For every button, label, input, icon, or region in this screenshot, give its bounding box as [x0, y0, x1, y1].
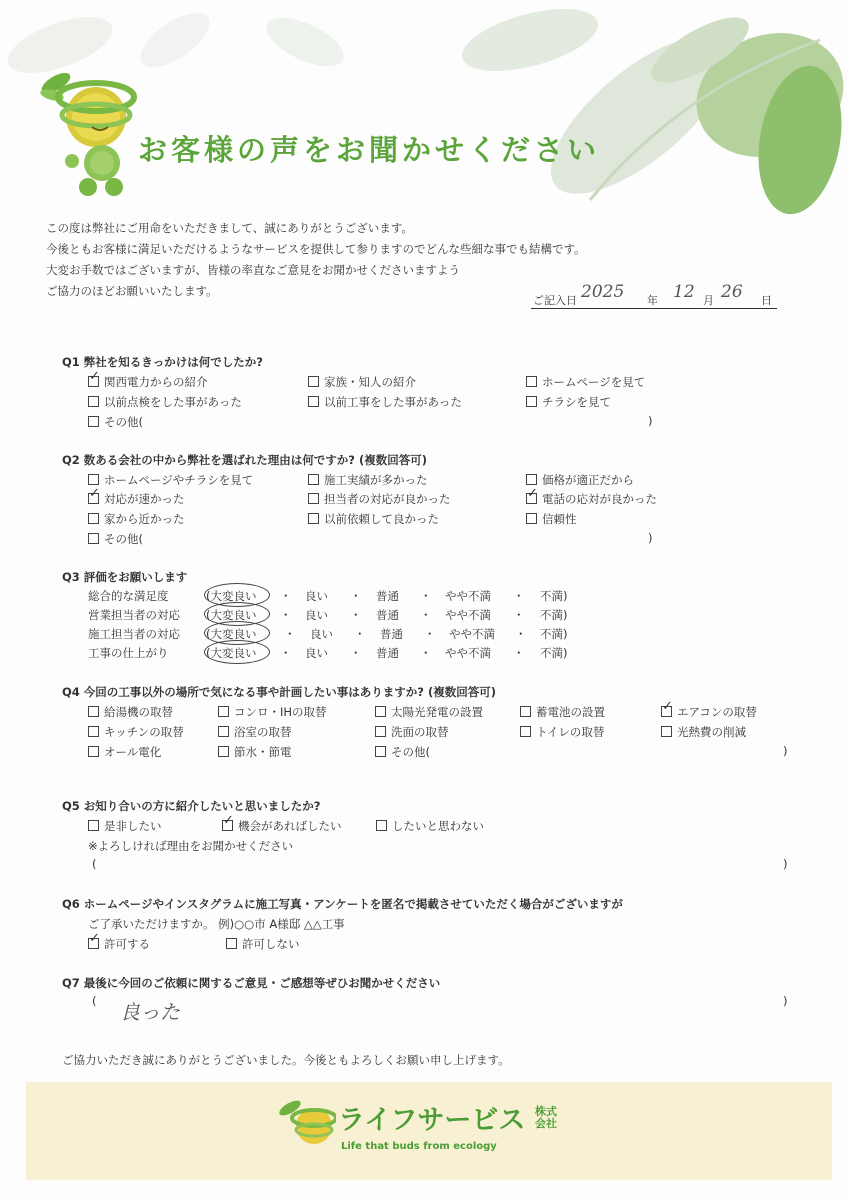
q2-option-label: 担当者の対応が良かった: [324, 492, 451, 506]
q6-option[interactable]: [88, 936, 150, 952]
q1-option-label: 家族・知人の紹介: [324, 375, 416, 389]
q7-title: Q7 最後に今回のご依頼に関するご意見・ご感想等ぜひお聞かせください: [62, 976, 441, 990]
q6-subtitle: ご了承いただけますか。 例)○○市 A様邸 △△工事: [88, 917, 345, 931]
q3-rating-option[interactable]: 普通: [376, 646, 399, 660]
checkbox[interactable]: [526, 396, 537, 407]
q2-close-paren: ): [648, 531, 653, 545]
q5-note: ※よろしければ理由をお聞かせください: [88, 839, 294, 853]
date-month-unit: 月: [703, 294, 714, 307]
checkbox[interactable]: [88, 396, 99, 407]
date-field[interactable]: [531, 282, 777, 309]
checkbox[interactable]: [218, 726, 229, 737]
checkbox[interactable]: [218, 746, 229, 757]
q6-option[interactable]: [226, 936, 300, 952]
date-day-unit: 日: [761, 294, 772, 307]
q4-option[interactable]: [375, 724, 449, 740]
checkbox[interactable]: [308, 513, 319, 524]
q3-row-label: 営業担当者の対応: [88, 608, 180, 622]
q3-separator: ・: [350, 589, 362, 603]
q1-close-paren: ): [648, 414, 653, 428]
q4-option[interactable]: [218, 704, 327, 720]
q5-title: Q5 お知り合いの方に紹介したいと思いましたか?: [62, 799, 321, 813]
date-day-value: 26: [721, 282, 743, 302]
q5-option-label: 是非したい: [104, 819, 162, 833]
q4-option-label: コンロ・IHの取替: [234, 705, 327, 719]
q2-option-label: 対応が速かった: [104, 492, 185, 506]
checkbox[interactable]: [520, 706, 531, 717]
q3-separator: ・: [513, 608, 525, 622]
q2-title: Q2 数ある会社の中から弊社を選ばれた理由は何ですか? (複数回答可): [62, 453, 427, 467]
q3-separator: ・: [515, 627, 527, 641]
q3-rating-option[interactable]: やや不満: [445, 646, 491, 660]
q5-option[interactable]: [88, 818, 162, 834]
company-logo-text: ライフサービス: [338, 1105, 526, 1136]
q3-rating-option[interactable]: 良い: [305, 608, 328, 622]
checkbox[interactable]: [218, 706, 229, 717]
checkbox[interactable]: [308, 474, 319, 485]
q3-rating-option[interactable]: 良い: [305, 589, 328, 603]
q2-option-label: 信頼性: [542, 512, 577, 526]
q1-option[interactable]: [526, 374, 645, 390]
q3-separator: ・: [284, 627, 296, 641]
q3-rating-option[interactable]: 普通: [376, 608, 399, 622]
q3-rating-option[interactable]: 良い: [310, 627, 333, 641]
checkbox[interactable]: [520, 726, 531, 737]
q6-option-label: 許可しない: [242, 937, 300, 951]
q4-option[interactable]: [218, 724, 292, 740]
q2-option-label: ホームページやチラシを見て: [104, 473, 254, 487]
checkbox-checked[interactable]: [661, 706, 672, 717]
q3-separator: ・: [350, 608, 362, 622]
q3-row-label: 総合的な満足度: [88, 589, 169, 603]
q1-option[interactable]: [526, 394, 611, 410]
checkbox[interactable]: [376, 820, 387, 831]
checkbox[interactable]: [88, 474, 99, 485]
q3-rating-option[interactable]: やや不満: [445, 608, 491, 622]
q4-option[interactable]: [88, 704, 173, 720]
q5-open-paren: (: [92, 857, 97, 871]
q4-close-paren: ): [783, 744, 788, 758]
q4-option-label: 太陽光発電の設置: [391, 705, 483, 719]
date-label: ご記入日: [533, 294, 577, 307]
q2-option[interactable]: [526, 472, 634, 488]
date-year-unit: 年: [647, 294, 658, 307]
q3-row-label: 施工担当者の対応: [88, 627, 180, 641]
q2-option[interactable]: [308, 491, 451, 507]
q2-option[interactable]: [308, 511, 439, 527]
q5-option-label: したいと思わない: [392, 819, 484, 833]
q2-option[interactable]: [526, 491, 657, 507]
q3-rating-option[interactable]: (大変良い: [206, 589, 257, 603]
q4-option[interactable]: [520, 724, 604, 740]
q5-close-paren: ): [783, 857, 788, 871]
q4-option[interactable]: [375, 744, 430, 760]
checkbox[interactable]: [88, 513, 99, 524]
mascot-logo: [34, 55, 144, 200]
q3-separator: ・: [354, 627, 366, 641]
q2-option-label: その他(: [104, 532, 143, 546]
q4-option[interactable]: [520, 704, 605, 720]
checkbox-checked[interactable]: [88, 493, 99, 504]
q2-option-label: 電話の応対が良かった: [542, 492, 657, 506]
q4-option-label: 給湯機の取替: [104, 705, 173, 719]
q4-option[interactable]: [88, 744, 161, 760]
q4-option[interactable]: [375, 704, 483, 720]
q4-option-label: キッチンの取替: [104, 725, 184, 739]
q2-option-label: 以前依頼して良かった: [324, 512, 439, 526]
q3-separator: ・: [513, 646, 525, 660]
intro-line: この度は弊社にご用命をいただきまして、誠にありがとうございます。: [46, 221, 413, 235]
checkbox-checked[interactable]: [222, 820, 233, 831]
intro-line: 今後ともお客様に満足いただけるようなサービスを提供して参りますのでどんな些細な事でも結構です。: [46, 242, 586, 256]
q2-option[interactable]: [88, 531, 143, 547]
q3-separator: ・: [420, 608, 432, 622]
checkbox-checked[interactable]: [88, 376, 99, 387]
q3-rating-option[interactable]: (大変良い: [206, 627, 257, 641]
q1-option-label: チラシを見て: [542, 395, 611, 409]
intro-line: ご協力のほどお願いいたします。: [46, 284, 218, 298]
q2-option[interactable]: [88, 491, 185, 507]
q2-option[interactable]: [308, 472, 428, 488]
q4-option[interactable]: [661, 704, 757, 720]
page-title: お客様の声をお聞かせください: [138, 133, 601, 167]
checkbox[interactable]: [661, 726, 672, 737]
q2-option-label: 価格が適正だから: [542, 473, 634, 487]
company-tagline: Life that buds from ecology: [341, 1141, 497, 1152]
date-year-value: 2025: [581, 282, 625, 302]
checkbox[interactable]: [88, 706, 99, 717]
q1-option-label: 関西電力からの紹介: [104, 375, 208, 389]
q3-separator: ・: [424, 627, 436, 641]
checkbox[interactable]: [375, 726, 386, 737]
checkbox[interactable]: [308, 376, 319, 387]
q7-answer[interactable]: 良った: [120, 1000, 180, 1024]
q2-option-label: 家から近かった: [104, 512, 185, 526]
q4-option[interactable]: [88, 724, 184, 740]
q1-title: Q1 弊社を知るきっかけは何でしたか?: [62, 355, 263, 369]
intro-line: 大変お手数ではございますが、皆様の率直なご意見をお聞かせくださいますよう: [46, 263, 460, 277]
q2-option[interactable]: [88, 472, 253, 488]
q4-option-label: トイレの取替: [536, 725, 605, 739]
q3-separator: ・: [350, 646, 362, 660]
q3-rating-option[interactable]: 普通: [376, 589, 399, 603]
q3-separator: ・: [420, 646, 432, 660]
checkbox[interactable]: [88, 533, 99, 544]
q4-option-label: 洗面の取替: [391, 725, 449, 739]
q3-rating-option[interactable]: やや不満: [449, 627, 495, 641]
q1-option[interactable]: [88, 394, 242, 410]
q1-option[interactable]: [88, 414, 143, 430]
q3-rating-option[interactable]: やや不満: [445, 589, 491, 603]
checkbox[interactable]: [88, 416, 99, 427]
q3-rating-option[interactable]: (大変良い: [206, 608, 257, 622]
checkbox[interactable]: [526, 513, 537, 524]
q1-option-label: 以前工事をした事があった: [324, 395, 462, 409]
q1-option-label: その他(: [104, 415, 143, 429]
checkbox[interactable]: [526, 376, 537, 387]
q3-separator: ・: [280, 589, 292, 603]
company-logo-icon: [276, 1094, 336, 1150]
q3-separator: ・: [513, 589, 525, 603]
q2-option[interactable]: [88, 511, 185, 527]
q4-title: Q4 今回の工事以外の場所で気になる事や計画したい事はありますか? (複数回答可): [62, 685, 496, 699]
q4-option[interactable]: [218, 744, 292, 760]
checkbox[interactable]: [226, 938, 237, 949]
q1-option-label: ホームページを見て: [542, 375, 646, 389]
q2-option[interactable]: [526, 511, 577, 527]
date-month-value: 12: [673, 282, 695, 302]
q3-rating-option[interactable]: 不満): [540, 646, 568, 660]
q6-title: Q6 ホームページやインスタグラムに施工写真・アンケートを匿名で掲載させていただく場合がございますが: [62, 897, 623, 911]
q3-rating-option[interactable]: 良い: [305, 646, 328, 660]
q7-open-paren: (: [92, 994, 97, 1008]
q3-title: Q3 評価をお願いします: [62, 570, 188, 584]
q3-separator: ・: [280, 608, 292, 622]
q4-option[interactable]: [661, 724, 746, 740]
q4-option-label: 節水・節電: [234, 745, 292, 759]
q2-option-label: 施工実績が多かった: [324, 473, 428, 487]
q3-rating-option[interactable]: (大変良い: [206, 646, 257, 660]
checkbox[interactable]: [375, 746, 386, 757]
checkbox[interactable]: [375, 706, 386, 717]
company-type: 株式会社: [535, 1105, 557, 1130]
checkbox[interactable]: [308, 493, 319, 504]
q4-option-label: エアコンの取替: [677, 705, 757, 719]
q4-option-label: オール電化: [104, 745, 162, 759]
checkbox-checked[interactable]: [88, 938, 99, 949]
checkbox[interactable]: [526, 474, 537, 485]
q5-option-label: 機会があればしたい: [238, 819, 342, 833]
q3-rating-option[interactable]: 不満): [540, 589, 568, 603]
intro-text: [46, 218, 586, 302]
checkbox[interactable]: [88, 726, 99, 737]
q3-rating-option[interactable]: 不満): [540, 608, 568, 622]
q4-option-label: 浴室の取替: [234, 725, 292, 739]
q3-separator: ・: [420, 589, 432, 603]
q3-separator: ・: [280, 646, 292, 660]
q6-option-label: 許可する: [104, 937, 150, 951]
q1-option-label: 以前点検をした事があった: [104, 395, 242, 409]
closing-message: ご協力いただき誠にありがとうございました。今後ともよろしくお願い申し上げます。: [62, 1053, 510, 1067]
q4-option-label: その他(: [391, 745, 430, 759]
q1-option[interactable]: [308, 394, 462, 410]
q4-option-label: 蓄電池の設置: [536, 705, 605, 719]
q1-option[interactable]: [88, 374, 208, 390]
checkbox-checked[interactable]: [526, 493, 537, 504]
q1-option[interactable]: [308, 374, 416, 390]
q3-rating-option[interactable]: 普通: [380, 627, 403, 641]
q7-close-paren: ): [783, 994, 788, 1008]
q5-option[interactable]: [376, 818, 484, 834]
checkbox[interactable]: [88, 820, 99, 831]
q3-row-label: 工事の仕上がり: [88, 646, 169, 660]
q3-rating-option[interactable]: 不満): [540, 627, 568, 641]
q4-option-label: 光熱費の削減: [677, 725, 746, 739]
checkbox[interactable]: [88, 746, 99, 757]
checkbox[interactable]: [308, 396, 319, 407]
q5-option[interactable]: [222, 818, 342, 834]
